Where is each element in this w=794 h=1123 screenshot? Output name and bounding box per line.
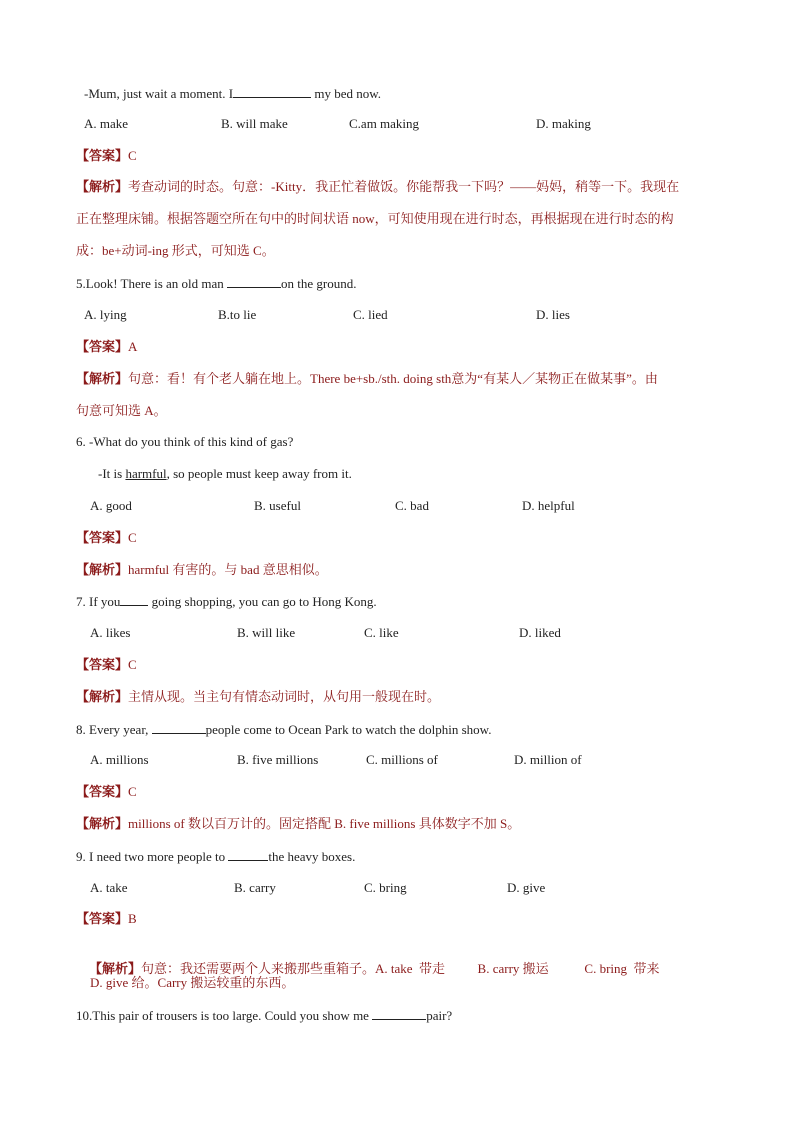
q6-reply-end: , so people must keep away from it. [166,466,352,481]
q6-answer [76,529,137,547]
q9-option-a: A. take [90,880,128,895]
q7-option-d: D. liked [519,625,561,640]
q6-stem: 6. -What do you think of this kind of gas? [76,434,294,449]
q6-answer-value: C [128,530,137,545]
q6-analysis-text: harmful 有害的。与 bad 意思相似。 [128,562,328,577]
q5-analysis [76,370,658,388]
q8-stem-start: 8. Every year, [76,722,152,737]
q8-stem [76,720,491,739]
q9-answer [76,910,137,928]
q7-option-c: C. like [364,625,399,640]
q9-answer-blank [228,847,268,861]
q4-answer-value: C [128,148,137,163]
q8-answer-value: C [128,784,137,799]
q6-reply-start: -It is [98,466,126,481]
q4-option-b: B. will make [221,116,288,131]
q9-answer-value: B [128,911,137,926]
answer-tag: 【答案】 [76,657,129,672]
q8-answer [76,783,137,801]
analysis-tag: 【解析】 [89,961,142,976]
q9-stem-end: the heavy boxes. [268,849,356,864]
q9-option-b: B. carry [234,880,276,895]
q9-option-d: D. give [507,880,546,895]
q5-analysis-line1: 句意：看！有个老人躺在地上。There be+sb./sth. doing sth意为“有某人／某物正在做某事”。由 [128,371,658,386]
q8-option-b: B. five millions [237,752,319,767]
answer-tag: 【答案】 [76,911,129,926]
q4-stem-start: -Mum, just wait a moment. I [84,86,234,101]
q7-stem-start: 7. If you [76,594,121,609]
q4-stem [84,84,381,103]
analysis-tag: 【解析】 [76,816,129,831]
q4-analysis-line2: 正在整理床铺。根据答题空所在句中的时间状语 now，可知使用现在进行时态，再根据现在进行时态的构 [76,211,674,226]
q4-option-c: C.am making [349,116,420,131]
q7-answer-blank [120,592,148,606]
q5-analysis-line2: 句意可知选 A。 [76,403,167,418]
analysis-tag: 【解析】 [76,689,129,704]
q6-option-a: A. good [90,498,132,513]
q5-answer-value: A [128,339,138,354]
q5-option-a: A. lying [84,307,127,322]
answer-tag: 【答案】 [76,148,129,163]
q9-stem-start: 9. I need two more people to [76,849,229,864]
q8-analysis [76,815,520,833]
q8-analysis-text: millions of 数以百万计的。固定搭配 B. five millions 具体数字不加 S。 [128,816,521,831]
q5-stem [76,274,357,293]
q10-stem-end: pair? [426,1008,453,1023]
analysis-tag: 【解析】 [76,371,129,386]
q6-reply [98,465,352,483]
q5-option-b: B.to lie [218,307,257,322]
q5-stem-start: 5.Look! There is an old man [76,276,228,291]
q4-option-d: D. making [536,116,591,131]
q9-stem [76,847,355,866]
q7-stem [76,592,377,611]
q7-option-b: B. will like [237,625,296,640]
q4-option-a: A. make [84,116,129,131]
answer-tag: 【答案】 [76,784,129,799]
q5-option-c: C. lied [353,307,388,322]
q8-answer-blank [152,720,206,734]
analysis-tag: 【解析】 [76,562,129,577]
analysis-tag: 【解析】 [76,179,129,194]
q8-stem-end: people come to Ocean Park to watch the dolphin show. [205,722,492,737]
q7-analysis [76,688,440,706]
q5-option-d: D. lies [536,307,570,322]
q10-stem-start: 10.This pair of trousers is too large. Could you show me [76,1008,373,1023]
q5-answer-blank [227,274,281,288]
q4-analysis [76,178,679,196]
q5-answer [76,338,137,356]
q9-option-c: C. bring [364,880,407,895]
q4-answer-blank [233,84,311,98]
q10-answer-blank [372,1006,426,1020]
q4-analysis-line1: 考查动词的时态。句意：-Kitty．我正忙着做饭。你能帮我一下吗？——妈妈，稍等一下。我现在 [128,179,680,194]
q7-stem-end: going shopping, you can go to Hong Kong. [148,594,377,609]
answer-tag: 【答案】 [76,530,129,545]
q9-analysis-line1: 句意：我还需要两个人来搬那些重箱子。A. take 带走 B. carry 搬运 C. bring 带来 [141,961,660,976]
q7-answer-value: C [128,657,137,672]
answer-tag: 【答案】 [76,339,129,354]
q6-underlined-word: harmful [125,466,167,481]
q7-answer [76,656,137,674]
q7-analysis-text: 主情从现。当主句有情态动词时，从句用一般现在时。 [128,689,441,704]
q10-stem [76,1006,452,1025]
q4-stem-end: my bed now. [311,86,382,101]
q9-analysis-line2: D. give 给。Carry 搬运较重的东西。 [90,975,295,990]
q8-option-d: D. million of [514,752,582,767]
q6-option-d: D. helpful [522,498,575,513]
q6-analysis [76,561,328,579]
q8-option-a: A. millions [90,752,149,767]
q6-option-b: B. useful [254,498,301,513]
q5-stem-end: on the ground. [281,276,357,291]
q7-option-a: A. likes [90,625,131,640]
q4-answer [76,147,137,165]
q4-analysis-line3: 成：be+动词-ing 形式，可知选 C。 [76,243,275,258]
q8-option-c: C. millions of [366,752,438,767]
q6-option-c: C. bad [395,498,429,513]
